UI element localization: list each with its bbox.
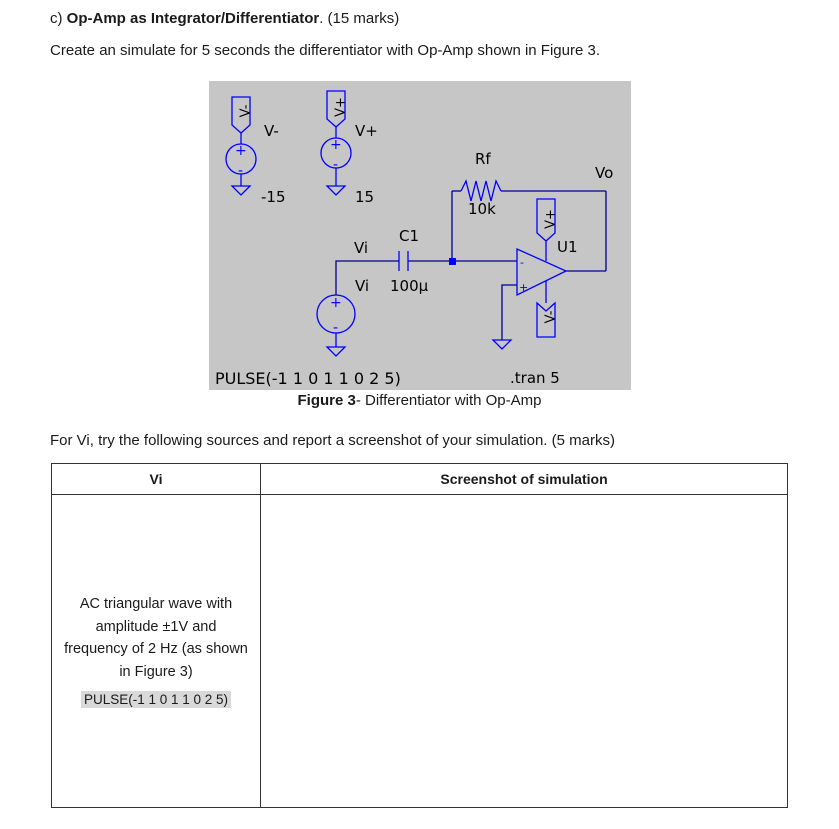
vminus-symbol: V- xyxy=(238,104,254,118)
junction-node xyxy=(449,258,456,265)
section-heading xyxy=(50,10,399,27)
u1-in-plus: + xyxy=(519,281,529,294)
u1-name: U1 xyxy=(557,238,578,256)
u1-vminus-symbol: V- xyxy=(543,310,559,324)
intro-text: Create an simulate for 5 seconds the differentiator with Op-Amp shown in Figure 3. xyxy=(50,42,600,59)
question-text: For Vi, try the following sources and report a screenshot of your simulation. (5 marks) xyxy=(50,432,615,449)
vplus-value: 15 xyxy=(355,188,375,206)
heading-marks: . (15 marks) xyxy=(319,10,400,27)
pulse-directive: PULSE(-1 1 0 1 1 0 2 5) xyxy=(215,369,401,388)
figure-description: - Differentiator with Op-Amp xyxy=(355,392,542,409)
rf-name: Rf xyxy=(475,150,491,168)
figure-label: Figure 3 xyxy=(297,392,356,409)
vi-source-name: Vi xyxy=(355,277,370,295)
vi-source-plus: + xyxy=(330,295,342,311)
vo-label: Vo xyxy=(595,164,614,182)
vminus-minus: - xyxy=(238,163,244,179)
vplus-plus: + xyxy=(330,137,342,153)
header-vi: Vi xyxy=(52,464,261,495)
screenshot-cell[interactable] xyxy=(261,495,788,808)
vplus-name: V+ xyxy=(355,122,378,140)
c1-name: C1 xyxy=(399,227,420,245)
c1-value: 100μ xyxy=(390,277,429,295)
answer-table xyxy=(51,463,788,808)
u1-vplus-symbol: V+ xyxy=(543,209,559,229)
vplus-symbol: V+ xyxy=(333,97,349,117)
u1-in-minus: - xyxy=(520,256,524,269)
vi-description: AC triangular wave with amplitude ±1V and frequency of 2 Hz (as shown in Figure 3) xyxy=(64,596,248,680)
rf-resistor xyxy=(461,181,501,201)
heading-prefix: c) xyxy=(50,10,67,27)
vi-pulse-spec: PULSE(-1 1 0 1 1 0 2 5) xyxy=(81,691,231,708)
tran-directive: .tran 5 xyxy=(510,369,560,387)
heading-title: Op-Amp as Integrator/Differentiator xyxy=(66,10,320,27)
vplus-minus: - xyxy=(333,157,339,173)
vi-cell xyxy=(52,495,261,808)
table-row xyxy=(52,495,788,808)
rf-value: 10k xyxy=(468,200,496,218)
figure-caption xyxy=(0,392,839,409)
vi-source-minus: - xyxy=(333,320,339,336)
circuit-schematic xyxy=(209,81,631,390)
vminus-plus: + xyxy=(235,143,247,159)
header-screenshot: Screenshot of simulation xyxy=(261,464,788,495)
c1-capacitor xyxy=(399,251,408,271)
vminus-value: -15 xyxy=(261,188,286,206)
vminus-name: V- xyxy=(264,122,279,140)
table-header-row xyxy=(52,464,788,495)
vi-label: Vi xyxy=(354,239,369,257)
